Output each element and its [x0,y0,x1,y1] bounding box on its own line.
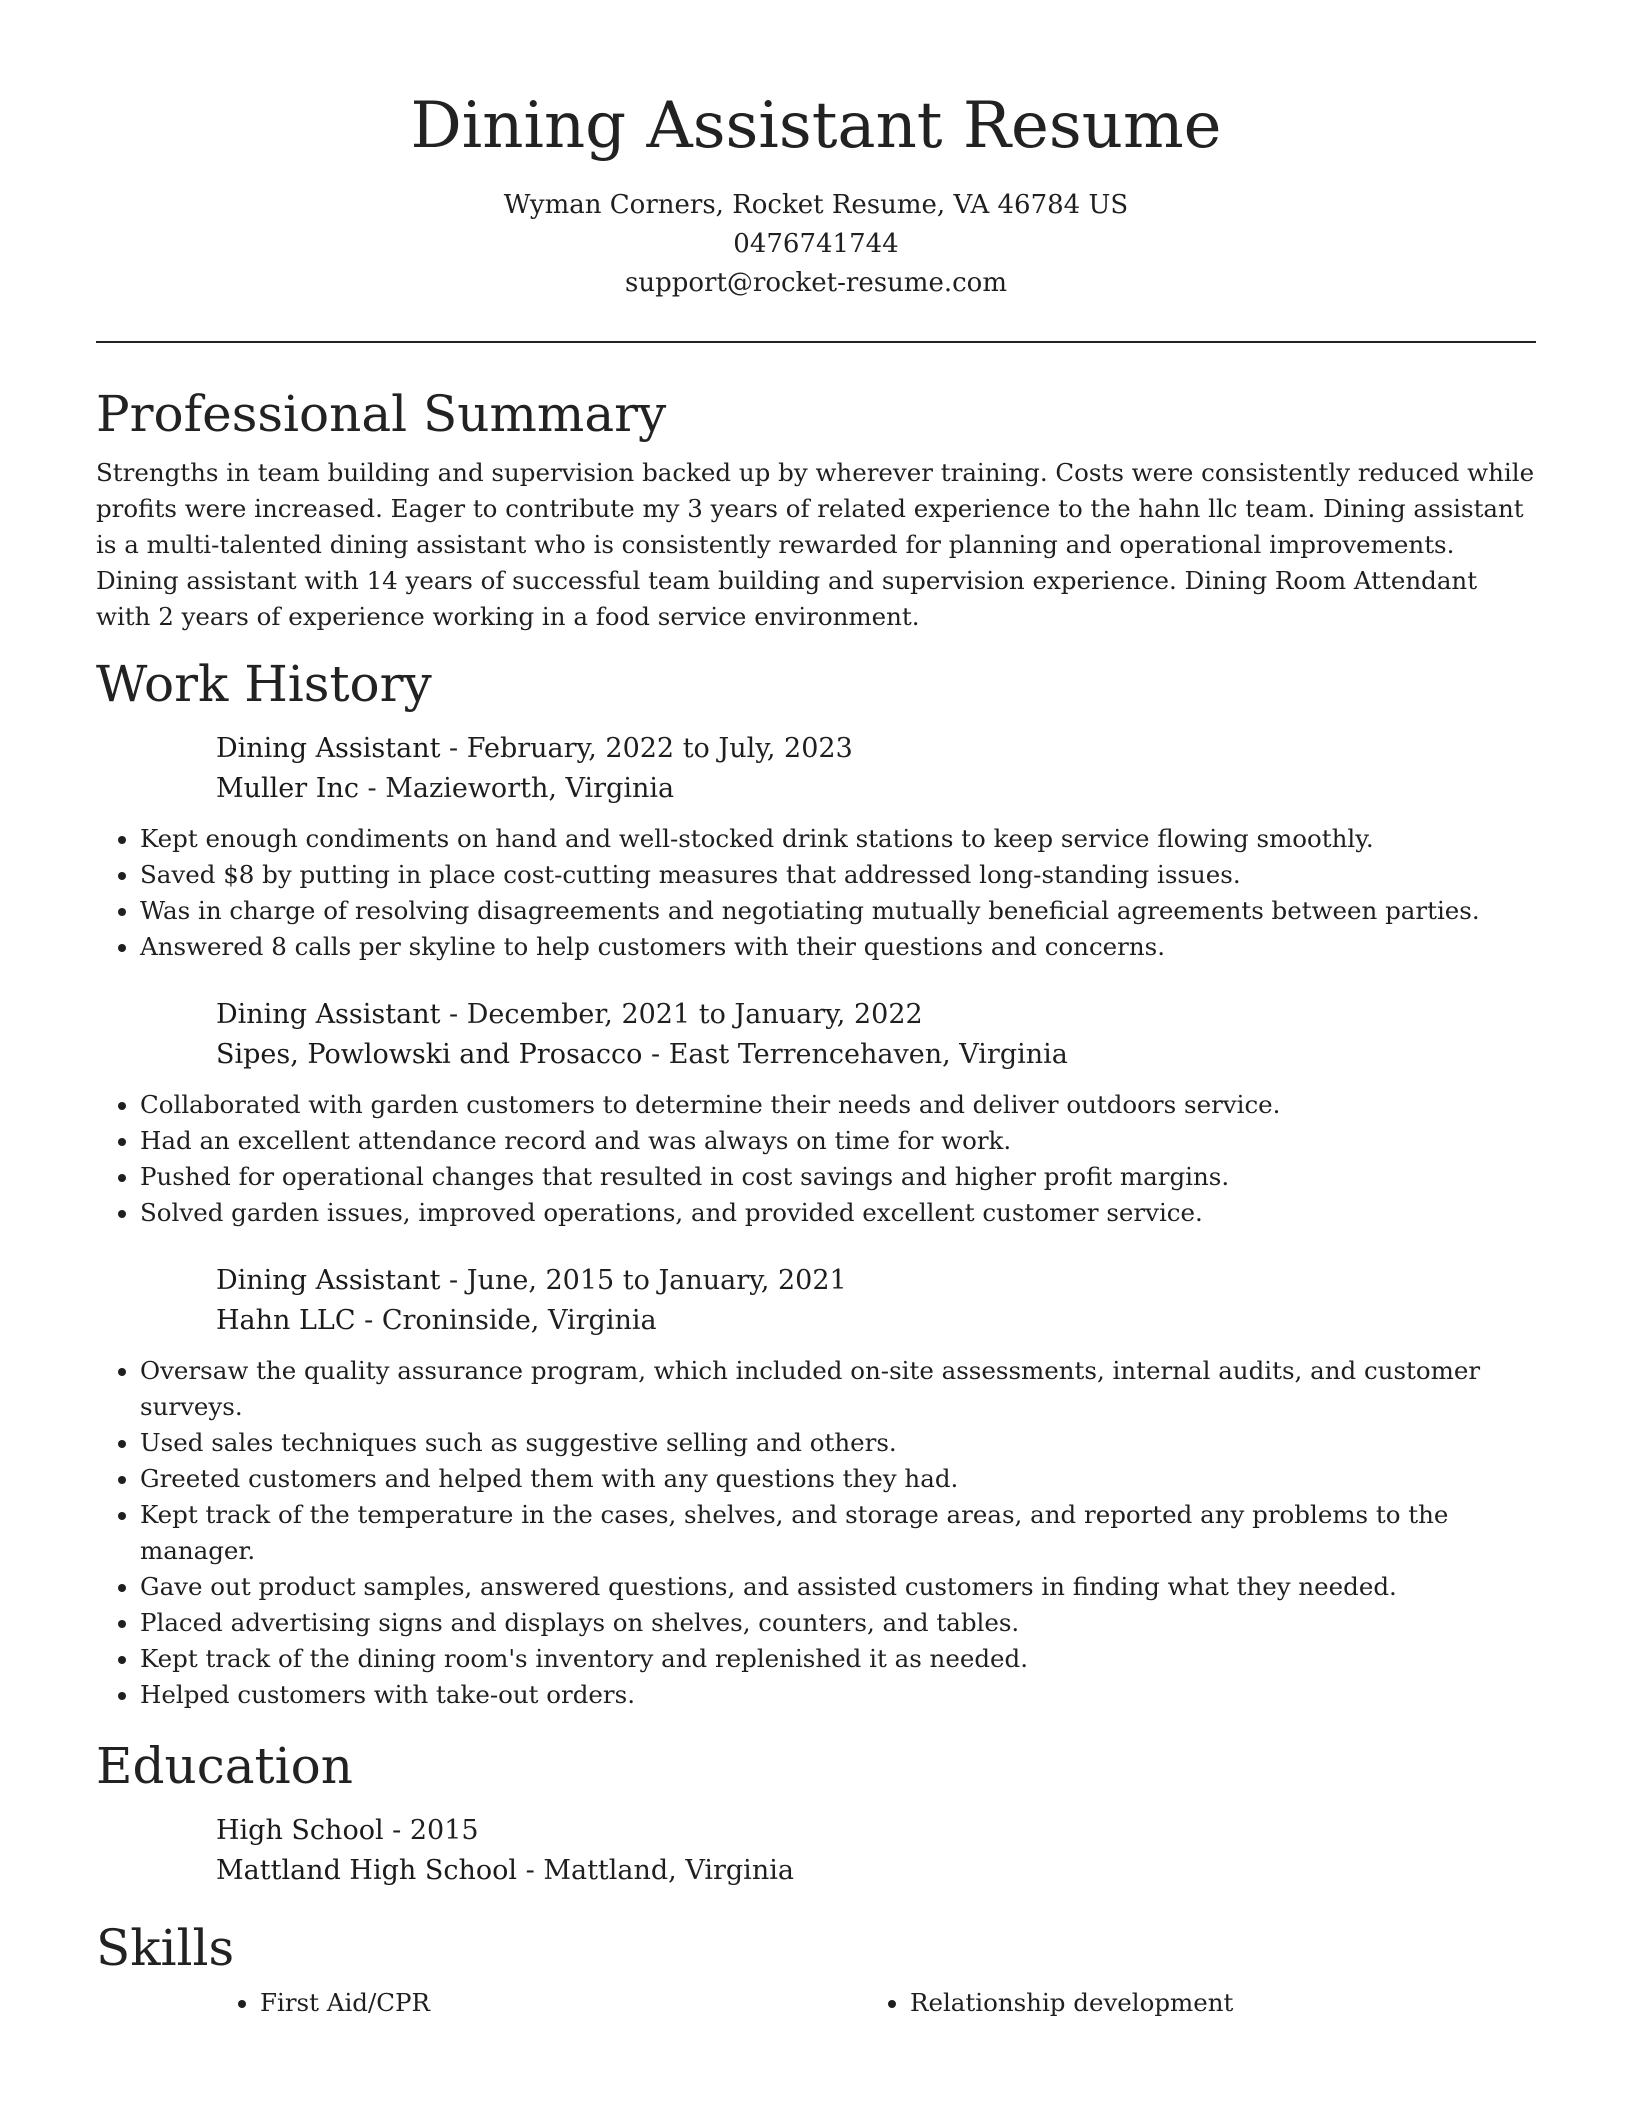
job-company: Muller Inc [216,773,359,804]
list-item: • Relationship development [910,1985,1516,2021]
education-section [96,1731,1536,1891]
list-item: • Kept enough condiments on hand and well-stocked drink stations to keep service flowing smoothly. [140,821,1536,857]
list-item: • Pushed for operational changes that resulted in cost savings and higher profit margins. [140,1159,1536,1195]
summary-text: Strengths in team building and supervision backed up by wherever training. Costs were consistently reduced while profits were increased. Eager to contribute my 3 years of related experience to the hahn llc team. Dining assistant is a multi-talented dining assistant who is consistently rewarded for planning and operational improvements. Dining assistant with 14 years of successful team building and supervision experience. Dining Room Attendant with 2 years of experience working in a food service environment. [96,458,1535,631]
skills-list-right [866,1985,1516,2021]
list-item: • Collaborated with garden customers to determine their needs and deliver outdoors service. [140,1087,1536,1123]
contact-email: support@rocket-resume.com [624,268,1007,298]
job-entry [216,995,1536,1075]
work-history-section [96,649,1536,1713]
list-item: • Oversaw the quality assurance program, which included on-site assessments, internal audits, and customer surveys. [140,1353,1536,1425]
resume-page [96,0,1536,2021]
list-item: • Helped customers with take-out orders. [140,1677,1536,1713]
job-dates: - June, 2015 to January, 2021 [440,1265,847,1296]
skills-list-left [216,1985,866,2021]
job-location: - Mazieworth, Virginia [358,773,675,804]
list-item: • Used sales techniques such as suggestive selling and others. [140,1425,1536,1461]
list-item: • Saved $8 by putting in place cost-cutting measures that addressed long-standing issues. [140,857,1536,893]
job-bullets [96,1087,1536,1231]
job-entry [216,729,1536,809]
job-dates: - February, 2022 to July, 2023 [440,733,853,764]
education-degree: High School [216,1815,384,1846]
section-title-summary: Professional Summary [96,385,667,443]
education-degree-line [216,1811,1536,1851]
list-item: • Kept track of the temperature in the cases, shelves, and storage areas, and reported any problems to the manager. [140,1497,1536,1569]
job-company-line [216,1301,1536,1341]
skills-column-left [216,1985,866,2021]
section-title-education: Education [96,1737,353,1795]
job-title: Dining Assistant [216,733,441,764]
list-item: • Gave out product samples, answered questions, and assisted customers in finding what they needed. [140,1569,1536,1605]
document-title: Dining Assistant Resume [410,89,1222,163]
education-year: - 2015 [383,1815,479,1846]
skills-section [96,1913,1536,2021]
list-item: • Answered 8 calls per skyline to help customers with their questions and concerns. [140,929,1536,965]
job-company-line [216,769,1536,809]
contact-phone: 0476741744 [733,229,899,259]
skills-grid [216,1985,1536,2021]
job-company-line [216,1035,1536,1075]
contact-info [96,186,1536,303]
list-item: • Placed advertising signs and displays on shelves, counters, and tables. [140,1605,1536,1641]
job-title: Dining Assistant [216,1265,441,1296]
header-divider [96,341,1536,343]
professional-summary-section [96,379,1536,635]
job-title-line [216,729,1536,769]
list-item: • Solved garden issues, improved operations, and provided excellent customer service. [140,1195,1536,1231]
contact-address: Wyman Corners, Rocket Resume, VA 46784 US [503,190,1129,220]
list-item: • Greeted customers and helped them with any questions they had. [140,1461,1536,1497]
job-dates: - December, 2021 to January, 2022 [440,999,923,1030]
section-title-skills: Skills [96,1919,235,1977]
education-school-line [216,1851,1536,1891]
list-item: • Kept track of the dining room's inventory and replenished it as needed. [140,1641,1536,1677]
job-company: Sipes, Powlowski and Prosacco [216,1039,643,1070]
job-company: Hahn LLC [216,1305,356,1336]
job-location: - East Terrencehaven, Virginia [642,1039,1068,1070]
education-location: - Mattland, Virginia [517,1855,794,1886]
job-bullets [96,821,1536,965]
skills-column-right [866,1985,1516,2021]
section-title-work: Work History [96,655,432,713]
list-item: • Was in charge of resolving disagreements and negotiating mutually beneficial agreements between parties. [140,893,1536,929]
list-item: • Had an excellent attendance record and was always on time for work. [140,1123,1536,1159]
list-item: • First Aid/CPR [260,1985,866,2021]
job-entry [216,1261,1536,1341]
job-location: - Croninside, Virginia [355,1305,657,1336]
resume-header [96,0,1536,303]
education-entry [216,1811,1536,1891]
job-title-line [216,1261,1536,1301]
job-bullets [96,1353,1536,1713]
education-school: Mattland High School [216,1855,518,1886]
job-title-line [216,995,1536,1035]
job-title: Dining Assistant [216,999,441,1030]
